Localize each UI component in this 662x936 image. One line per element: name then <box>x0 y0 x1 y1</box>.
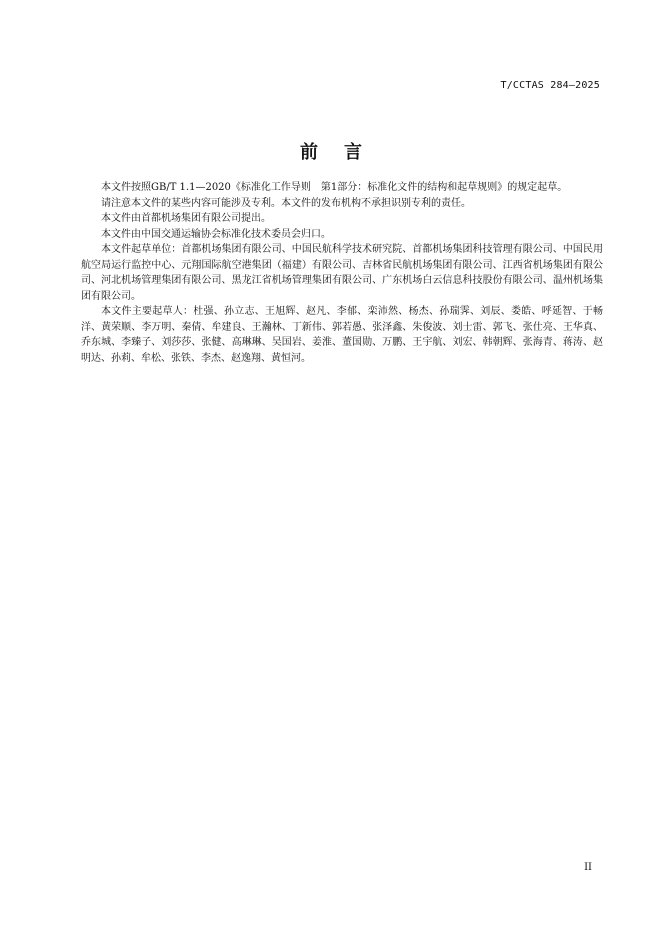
paragraph-managed-by: 本文件由中国交通运输协会标准化技术委员会归口。 <box>101 228 331 240</box>
paragraph-drafting-rules: 本文件按照GB/T 1.1—2020《标准化工作导则 第1部分：标准化文件的结构和起草规则》的规定起草。 <box>101 182 568 193</box>
paragraph-drafters: 本文件主要起草人：杜强、孙立志、王旭辉、赵凡、李郁、栾沛然、杨杰、孙瑞霁、刘辰、娄皓、呼延智、于畅洋、黄荣顺、李万明、秦倩、牟建良、王瀚林、丁新伟、郭若愚、张泽鑫、朱俊波、刘士雷、郭飞、张仕亮、王华真、乔东城、李臻子、刘莎莎、张健、高琳琳、吴国岩、姜淮、董国勋、万鹏、王宇航、刘宏、韩朝辉、张海青、蒋涛、赵明达、孙莉、牟松、张铁、李杰、赵逸翔、黄恒河。 <box>81 306 603 364</box>
page-title: 前言 <box>300 142 388 163</box>
paragraph-patent-notice: 请注意本文件的某些内容可能涉及专利。本文件的发布机构不承担识别专利的责任。 <box>101 197 471 209</box>
paragraph-proposed-by: 本文件由首都机场集团有限公司提出。 <box>101 213 271 224</box>
foreword-body <box>81 180 603 366</box>
page-number: II <box>584 862 592 873</box>
document-code: T/CCTAS 284—2025 <box>500 80 600 91</box>
paragraph-drafting-organizations: 本文件起草单位：首都机场集团有限公司、中国民航科学技术研究院、首都机场集团科技管理有限公司、中国民用航空局运行监控中心、元翔国际航空港集团（福建）有限公司、吉林省民航机场集团有限公司、江西省机场集团有限公司、河北机场管理集团有限公司、黑龙江省机场管理集团有限公司、广东机场白云信息科技股份有限公司、温州机场集团有限公司。 <box>81 244 603 302</box>
